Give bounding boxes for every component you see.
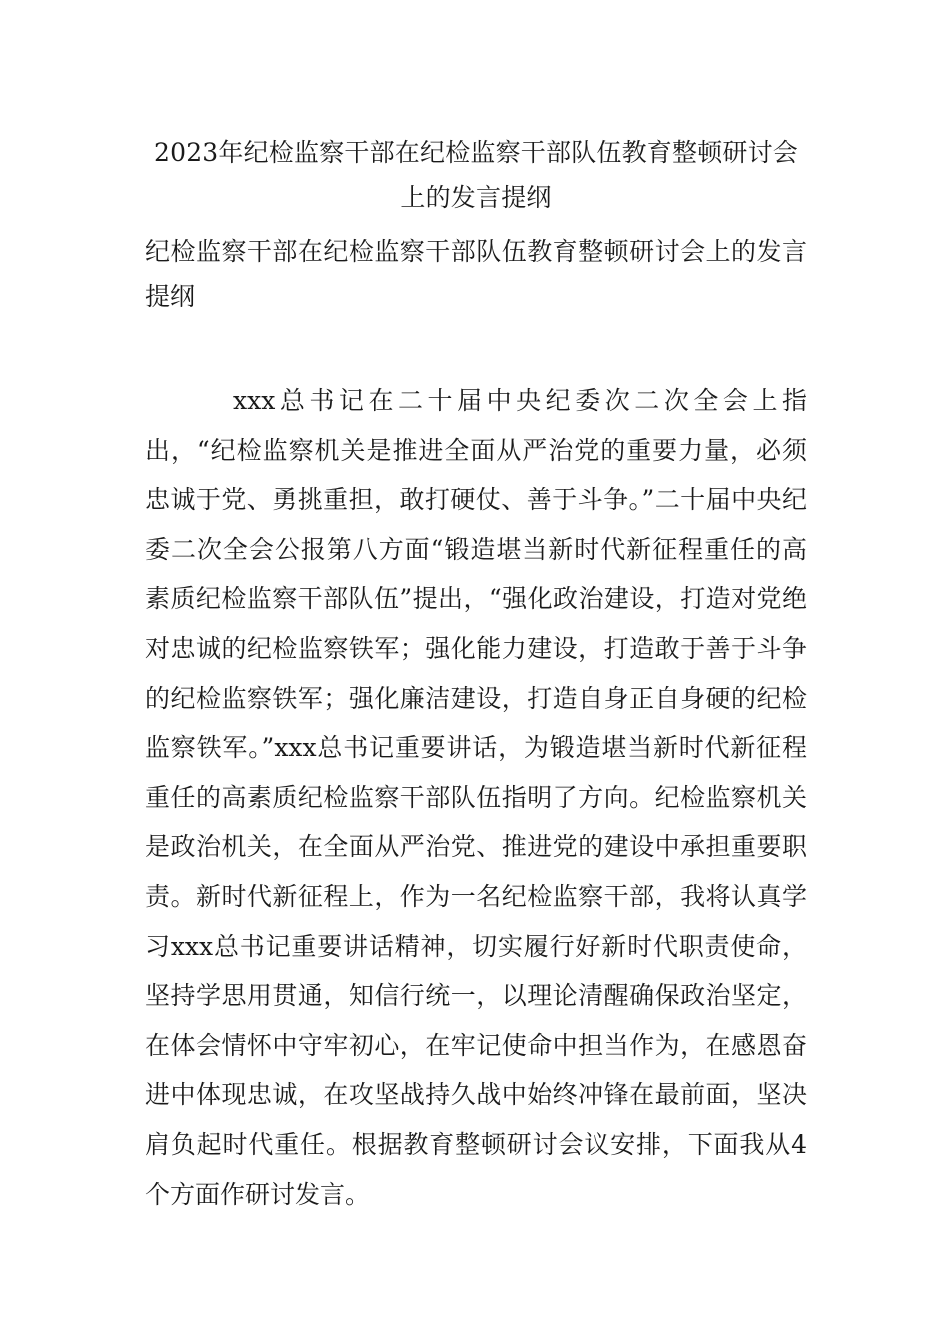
document-subtitle: 纪检监察干部在纪检监察干部队伍教育整顿研讨会上的发言提纲 bbox=[145, 237, 807, 311]
body-paragraph: xxx总书记在二十届中央纪委次二次全会上指出，“纪检监察机关是推进全面从严治党的重要力量，必须忠诚于党、勇挑重担，敢打硬仗、善于斗争。”二十届中央纪委二次全会公报第八方面“锻造堪当新时代新征程重任的高素质纪检监察干部队伍”提出，“强化政治建设，打造对党绝对忠诚的纪检监察铁军；强化能力建设，打造敢于善于斗争的纪检监察铁军；强化廉洁建设，打造自身正自身硬的纪检监察铁军。”xxx总书记重要讲话，为锻造堪当新时代新征程重任的高素质纪检监察干部队伍指明了方向。纪检监察机关是政治机关，在全面从严治党、推进党的建设中承担重要职责。新时代新征程上，作为一名纪检监察干部，我将认真学习xxx总书记重要讲话精神，切实履行好新时代职责使命，坚持学思用贯通，知信行统一，以理论清醒确保政治坚定，在体会情怀中守牢初心，在牢记使命中担当作为，在感恩奋进中体现忠诚，在攻坚战持久战中始终冲锋在最前面，坚决肩负起时代重任。根据教育整顿研讨会议安排，下面我从4个方面作研讨发言。 bbox=[145, 386, 807, 1209]
document-title: 2023年纪检监察干部在纪检监察干部队伍教育整顿研讨会上的发言提纲 bbox=[153, 138, 799, 212]
